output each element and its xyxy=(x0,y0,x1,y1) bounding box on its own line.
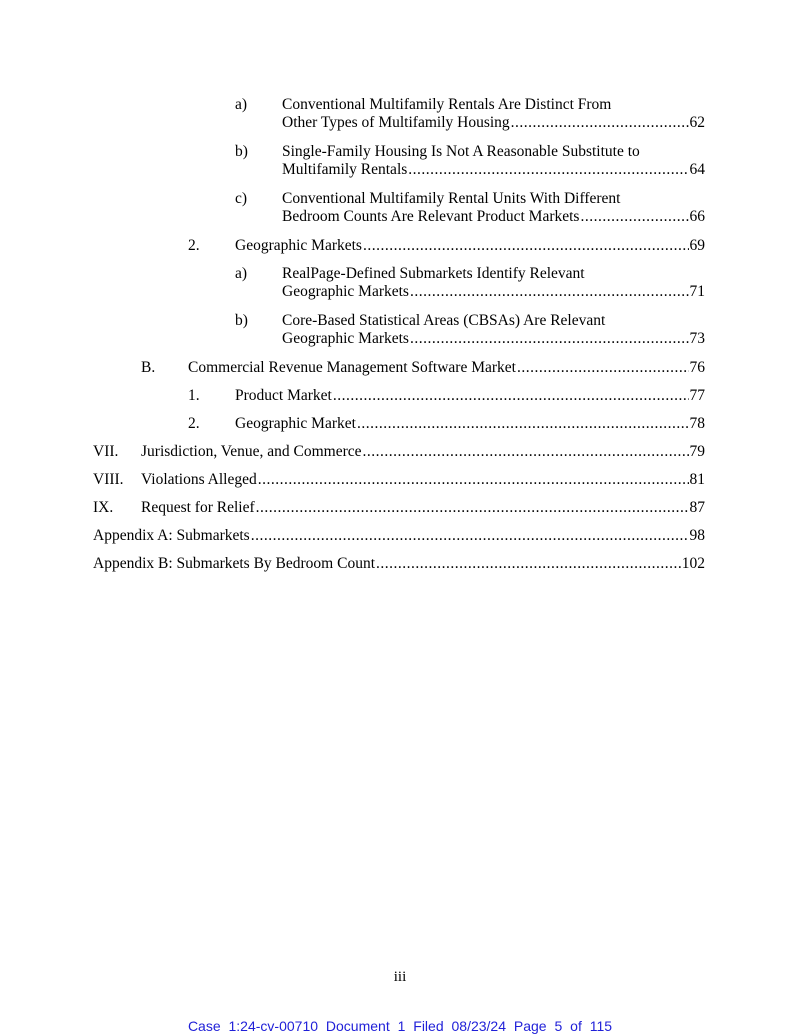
toc-entry-number: 2. xyxy=(188,415,200,432)
dot-leader xyxy=(410,330,689,348)
toc-entry-line xyxy=(282,161,705,179)
toc-entry-line xyxy=(282,96,705,114)
toc-entry-title: Product Market xyxy=(235,387,332,404)
toc-entry-line xyxy=(141,443,705,461)
toc-entry-number: VIII. xyxy=(93,471,124,488)
toc-entry-page: 79 xyxy=(689,443,705,460)
toc-entry-line xyxy=(93,555,705,573)
court-filing-stamp: Case 1:24-cv-00710 Document 1 Filed 08/23/24 Page 5 of 115 xyxy=(187,1018,613,1034)
toc-entry xyxy=(0,237,800,255)
toc-entry-title: Geographic Markets xyxy=(235,237,362,254)
toc-entry-page: 64 xyxy=(689,161,705,178)
toc-entry-number: c) xyxy=(235,190,248,207)
dot-leader xyxy=(580,208,688,226)
toc-entry-line xyxy=(235,415,705,433)
toc-entry-title: Geographic Markets xyxy=(282,330,409,347)
toc-entry-line xyxy=(282,330,705,348)
toc-entry xyxy=(0,359,800,377)
toc-entry-body xyxy=(93,555,705,573)
toc-entry-line xyxy=(282,312,705,330)
toc-entry xyxy=(0,387,800,405)
toc-entry-line xyxy=(282,208,705,226)
toc-entry-body xyxy=(282,265,705,301)
toc-entry-title: Conventional Multifamily Rentals Are Distinct From xyxy=(282,96,612,113)
toc-entry-line xyxy=(282,114,705,132)
toc-entry-line xyxy=(141,499,705,517)
toc-entry-line xyxy=(282,265,705,283)
toc-entry-line xyxy=(93,527,705,545)
toc-entry-number: a) xyxy=(235,265,248,282)
toc-entry-number: a) xyxy=(235,96,248,113)
toc-entry-page: 77 xyxy=(689,387,705,404)
toc-entry-page: 78 xyxy=(689,415,705,432)
toc-entry-page: 76 xyxy=(689,359,705,376)
dot-leader xyxy=(363,237,689,255)
toc-entry xyxy=(0,527,800,545)
toc-entry-page: 73 xyxy=(689,330,705,347)
dot-leader xyxy=(376,555,681,573)
toc-entry-title: Multifamily Rentals xyxy=(282,161,408,178)
dot-leader xyxy=(256,499,689,517)
toc-entry xyxy=(0,471,800,489)
toc-entry-number: IX. xyxy=(93,499,114,516)
toc-entry-number: B. xyxy=(141,359,156,376)
toc-entry-number: 2. xyxy=(188,237,200,254)
toc-entry-line xyxy=(235,237,705,255)
toc-entry-body xyxy=(141,471,705,489)
toc-entry-body xyxy=(282,143,705,179)
toc-entry xyxy=(0,499,800,517)
dot-leader xyxy=(333,387,689,405)
dot-leader xyxy=(363,443,689,461)
toc-entry-title: Appendix A: Submarkets xyxy=(93,527,250,544)
toc-entry xyxy=(0,96,800,132)
dot-leader xyxy=(408,161,688,179)
toc-entry-body xyxy=(235,237,705,255)
toc-entry-body xyxy=(235,415,705,433)
toc-entry-number: b) xyxy=(235,312,248,329)
toc-entry-line xyxy=(141,471,705,489)
toc-entry-title: Jurisdiction, Venue, and Commerce xyxy=(141,443,362,460)
toc-entry-body xyxy=(141,499,705,517)
toc-entry-body xyxy=(93,527,705,545)
toc-entry-page: 66 xyxy=(689,208,705,225)
toc-entry-line xyxy=(188,359,705,377)
toc-entry xyxy=(0,143,800,179)
toc-entry xyxy=(0,415,800,433)
toc-entry-title: Geographic Market xyxy=(235,415,356,432)
toc-entry-line xyxy=(282,190,705,208)
toc-entry xyxy=(0,443,800,461)
toc-entry-body xyxy=(282,312,705,348)
toc-entry-body xyxy=(141,443,705,461)
toc-entry-title: Core-Based Statistical Areas (CBSAs) Are Relevant xyxy=(282,312,606,329)
page-number: iii xyxy=(393,969,407,985)
toc-entry-page: 81 xyxy=(689,471,705,488)
toc-entry-title: RealPage-Defined Submarkets Identify Relevant xyxy=(282,265,585,282)
toc-entry-body xyxy=(235,387,705,405)
toc-entry-title: Request for Relief xyxy=(141,499,255,516)
toc-entry-line xyxy=(282,283,705,301)
dot-leader xyxy=(258,471,689,489)
toc-entry-line xyxy=(235,387,705,405)
toc-entry-page: 87 xyxy=(689,499,705,516)
toc-entry-title: Appendix B: Submarkets By Bedroom Count xyxy=(93,555,376,572)
toc-entry-body xyxy=(282,96,705,132)
toc-entry-number: VII. xyxy=(93,443,119,460)
toc-entry xyxy=(0,265,800,301)
toc-entry xyxy=(0,555,800,573)
dot-leader xyxy=(517,359,689,377)
toc-entry-page: 69 xyxy=(689,237,705,254)
toc-entry-page: 102 xyxy=(681,555,705,572)
toc-entry-title: Other Types of Multifamily Housing xyxy=(282,114,510,131)
toc-entry-title: Conventional Multifamily Rental Units With Different xyxy=(282,190,621,207)
toc-entry-body xyxy=(188,359,705,377)
toc-entry-body xyxy=(282,190,705,226)
toc-entry-title: Violations Alleged xyxy=(141,471,257,488)
toc-entry-page: 62 xyxy=(689,114,705,131)
toc-entry-line xyxy=(282,143,705,161)
dot-leader xyxy=(357,415,689,433)
toc-entry-title: Single-Family Housing Is Not A Reasonable Substitute to xyxy=(282,143,640,160)
toc-entry-number: b) xyxy=(235,143,248,160)
toc-entry xyxy=(0,190,800,226)
toc-entry-number: 1. xyxy=(188,387,200,404)
toc-entry-page: 71 xyxy=(689,283,705,300)
dot-leader xyxy=(511,114,689,132)
dot-leader xyxy=(251,527,689,545)
toc-entry-page: 98 xyxy=(689,527,705,544)
toc-entry-title: Commercial Revenue Management Software Market xyxy=(188,359,516,376)
toc-entry-title: Bedroom Counts Are Relevant Product Markets xyxy=(282,208,580,225)
dot-leader xyxy=(410,283,689,301)
toc-entry-title: Geographic Markets xyxy=(282,283,409,300)
toc-entry xyxy=(0,312,800,348)
